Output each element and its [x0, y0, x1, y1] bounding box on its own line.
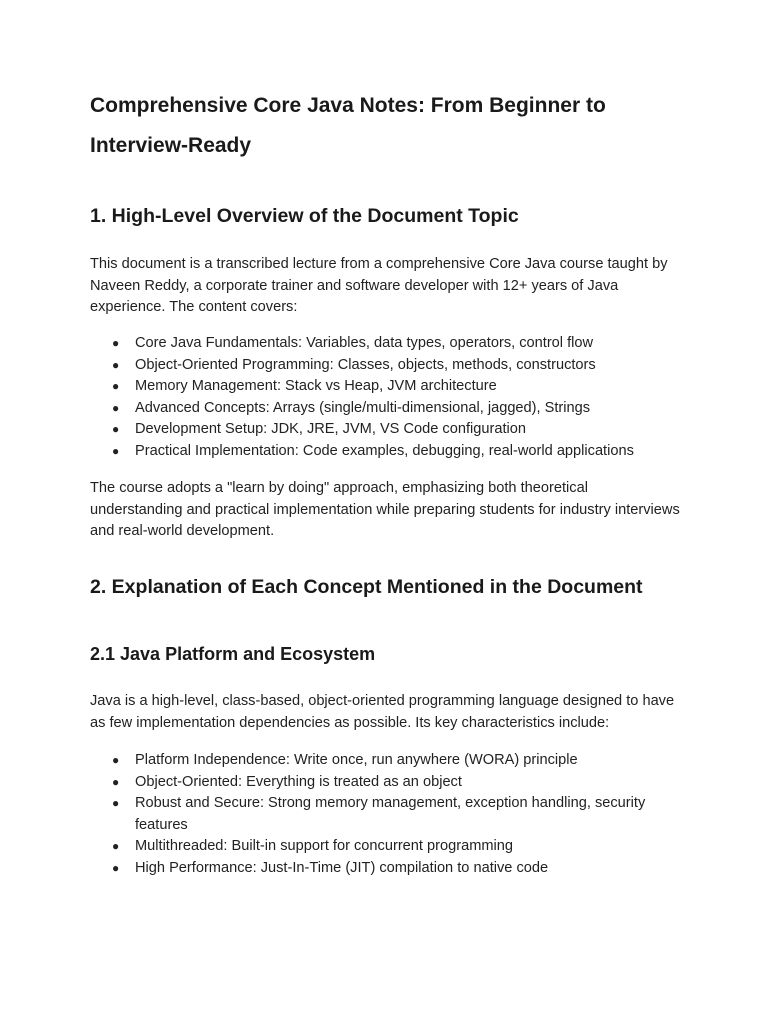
- bullet-icon: ●: [112, 336, 120, 350]
- bullet-icon: ●: [112, 774, 120, 789]
- list-item: ● Memory Management: Stack vs Heap, JVM architecture: [90, 376, 690, 398]
- section-1-heading: 1. High-Level Overview of the Document Topic: [90, 205, 519, 227]
- bullet-icon: ●: [112, 422, 120, 437]
- list-item: ● Multithreaded: Built-in support for concurrent programming: [90, 836, 690, 858]
- bullet-icon: ●: [112, 400, 120, 415]
- list-item: ● Core Java Fundamentals: Variables, data types, operators, control flow: [90, 333, 690, 355]
- list-item: ● High Performance: Just-In-Time (JIT) compilation to native code: [90, 858, 690, 880]
- bullet-icon: ●: [112, 443, 120, 458]
- section-1-outro: The course adopts a "learn by doing" approach, emphasizing both theoretical understanding and practical implementation while preparing students for industry interviews and real-world development.: [90, 480, 680, 540]
- list-item: ● Object-Oriented Programming: Classes, objects, methods, constructors: [90, 355, 690, 377]
- bullet-icon: ●: [112, 796, 120, 811]
- section-2-1-intro: Java is a high-level, class-based, object-oriented programming language designed to have as few implementation dependencies as possible. Its key characteristics include:: [90, 693, 675, 731]
- section-2-1-bullet-list: [90, 750, 690, 880]
- section-1-intro: This document is a transcribed lecture from a comprehensive Core Java course taught by Naveen Reddy, a corporate trainer and software developer with 12+ years of Java experience. The content covers:: [90, 256, 668, 316]
- list-item: ● Object-Oriented: Everything is treated as an object: [90, 772, 690, 794]
- section-2-1-heading: 2.1 Java Platform and Ecosystem: [90, 644, 376, 664]
- list-item: ● Practical Implementation: Code examples, debugging, real-world applications: [90, 441, 690, 463]
- section-1-bullet-list: [90, 333, 690, 463]
- document-title: Comprehensive Core Java Notes: From Beginner to Interview-Ready: [90, 94, 606, 157]
- list-item: ● Advanced Concepts: Arrays (single/multi-dimensional, jagged), Strings: [90, 398, 690, 420]
- bullet-icon: ●: [112, 357, 120, 372]
- bullet-icon: ●: [112, 753, 120, 767]
- list-item: ● Robust and Secure: Strong memory management, exception handling, security features: [112, 795, 646, 833]
- list-item: ● Platform Independence: Write once, run anywhere (WORA) principle: [90, 750, 690, 772]
- bullet-icon: ●: [112, 379, 120, 394]
- list-item: ● Development Setup: JDK, JRE, JVM, VS Code configuration: [90, 419, 690, 441]
- bullet-icon: ●: [112, 860, 120, 875]
- section-2-heading: 2. Explanation of Each Concept Mentioned in the Document: [90, 576, 643, 598]
- bullet-icon: ●: [112, 839, 120, 854]
